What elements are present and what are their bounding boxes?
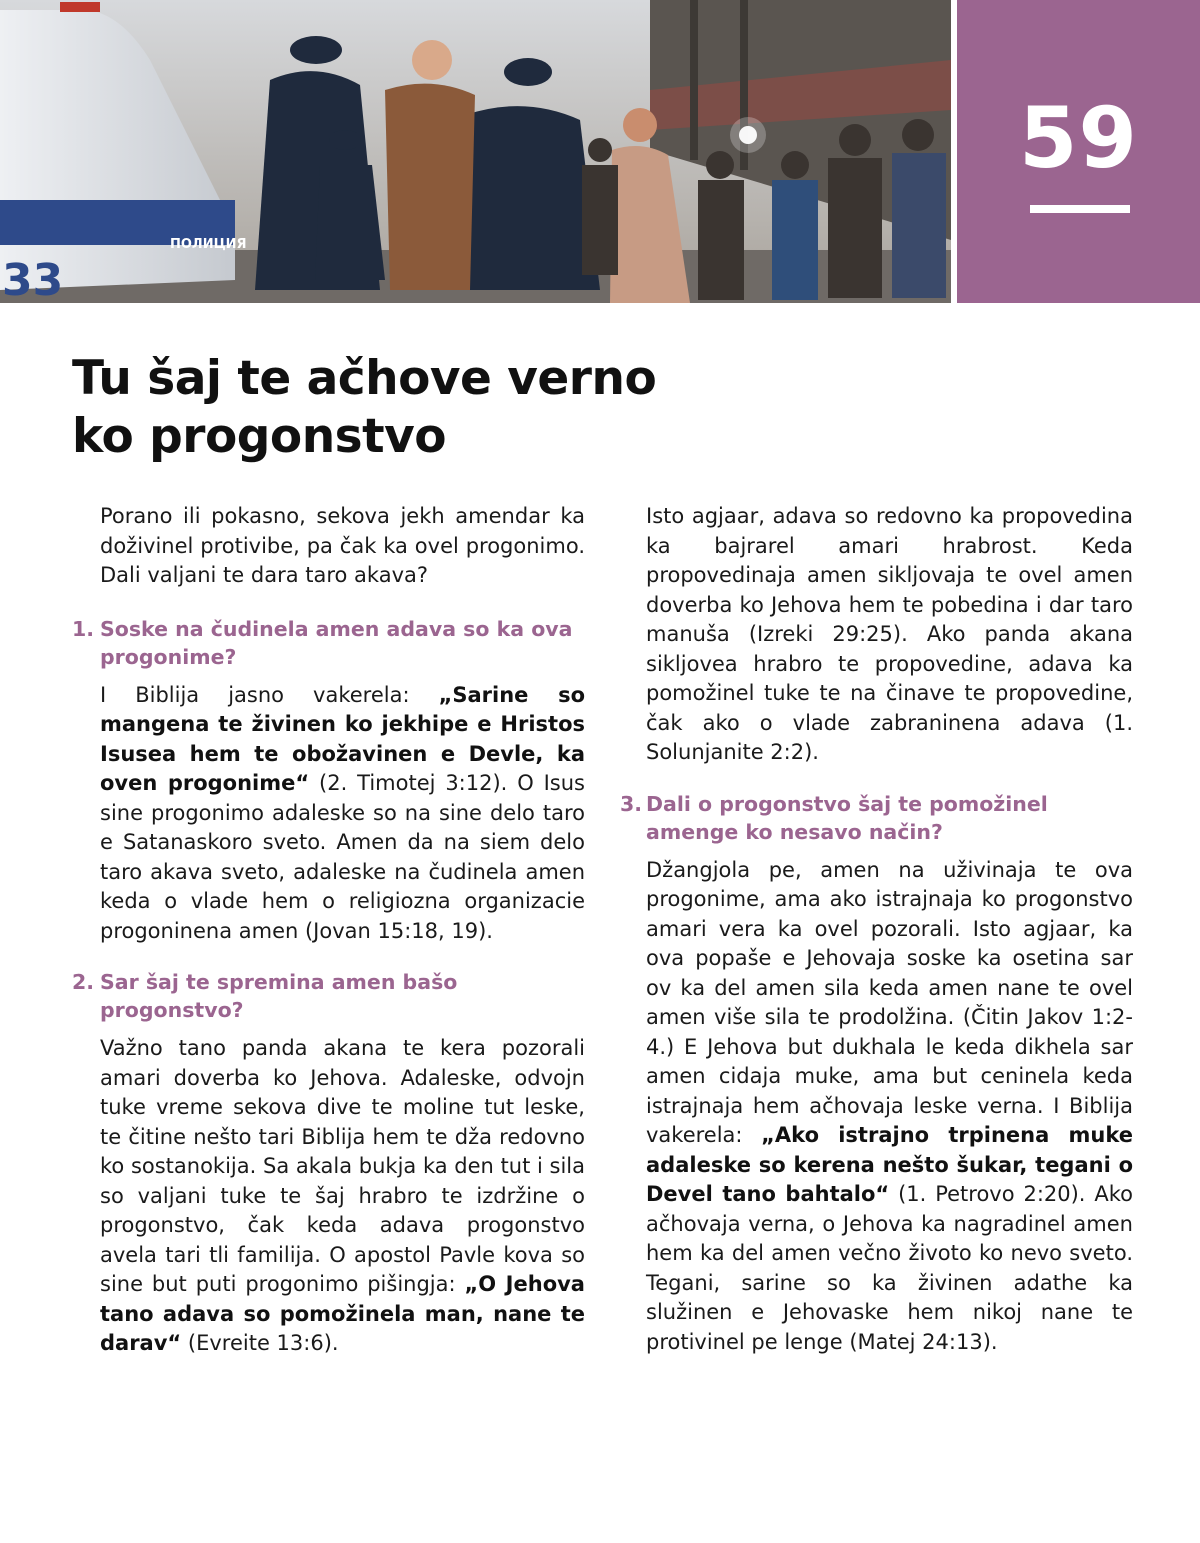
question-2-text: Sar šaj te spremina amen bašo progonstvo? [100, 970, 458, 1022]
page-title [72, 350, 692, 466]
lesson-number-underline [1030, 205, 1130, 213]
question-2-number: 2. [72, 970, 95, 994]
answer-3-text-b: (1. Petrovo 2:20). Ako ačhovaja verna, o Jehova ka nagradinel amen hem ka del amen večno životo ko nevo sveto. Tegani, sarine so ka živinen adathe ka služinen e Jehovaske hem nikoj nane te protivinel pe lenge (Matej 24:13). [646, 1182, 1133, 1354]
intro-paragraph: Porano ili pokasno, sekova jekh amendar ka doživinel protivibe, pa čak ka ovel progonimo. Dali valjani te dara taro akava? [100, 504, 585, 587]
answer-2-text-a: Važno tano panda akana te kera pozorali amari doverba ko Jehova. Adaleske, odvojn tuke vreme sekova dive te moline tut leske, te čitine nešto tari Biblija hem te dža redovno ko sostanokija. Sa akala bukja ka den tut i sila so valjani tuke te šaj hrabro te izdržine o progonstvo, čak keda adava progonstvo avela tari tli familija. O apostol Pavle kova so sine but puti progonimo pišingja: [100, 1036, 585, 1296]
answer-3-quote: „Ako istrajno trpinena muke adaleske so kerena nešto šukar, tegani o Devel tano bahtalo“ [646, 1123, 1133, 1206]
hero-illustration [0, 0, 951, 303]
title-line-1: Tu šaj te ačhove verno [72, 351, 657, 406]
answer-1 [72, 681, 585, 947]
left-column [72, 502, 585, 1359]
answer-1-quote: „Sarine so mangena te živinen ko jekhipe e Hristos Isusea hem te obožavinen e Devle, ka oven progonime“ [100, 682, 585, 795]
title-line-2: ko progonstvo [72, 409, 447, 464]
van-number: 33 [2, 255, 64, 303]
answer-3-text-a: Džangjola pe, amen na uživinaja te ova progonime, ama ako istrajnaja ko progonstvo amari vera ka ovel pozorali. Isto agjaar, ka ova popaše e Jehovaja soske ka osetina sar ov ka del amen sila keda amen nane te ovel amen više sila te prodolžina. (Čitin Jakov 1:2-4.) E Jehova but dukhala le keda dikhela sar amen cidaja muke, ama but ceninela keda istrajnaja hem ačhovaja leske verna. I Biblija vakerela: [646, 857, 1133, 1147]
right-column [620, 502, 1133, 1357]
answer-1-text-b: (2. Timotej 3:12). O Isus sine progonimo adaleske so na sine delo taro e Satanaskoro sveto. Amen da na siem delo taro akava sveto, adaleske na čudinela amen keda o vlade hem o religiozna organizacie progoninena amen (Jovan 15:18, 19). [100, 771, 585, 943]
hero-photo [0, 0, 951, 303]
question-1-number: 1. [72, 616, 95, 641]
question-3 [620, 790, 1133, 846]
question-1-text: Soske na čudinela amen adava so ka ova progonime? [100, 616, 573, 669]
answer-3 [620, 856, 1133, 1358]
van-label: ПОЛИЦИЯ [170, 237, 247, 252]
question-2 [72, 968, 585, 1024]
answer-2-text-b: (Evreite 13:6). [181, 1331, 339, 1355]
answer-2-continued: Isto agjaar, adava so redovno ka propovedina ka bajrarel amari hrabrost. Keda propovedinaja amen sikljovaja te ovel amen doverba ko Jehova hem te pobedina i dar taro manuša (Izreki 29:25). Ako panda akana sikljovea hrabro te propovedine, adava ka pomožinel tuke te na činave te propovedine, čak ako o vlade zabraninena adava (1. Solunjanite 2:2). [646, 504, 1133, 764]
answer-1-text-a: I Biblija jasno vakerela: [100, 682, 439, 707]
lesson-number: 59 [1019, 89, 1138, 187]
answer-2-quote: „O Jehova tano adava so pomožinela man, nane te darav“ [100, 1272, 585, 1355]
question-3-number: 3. [620, 791, 643, 816]
question-3-text: Dali o progonstvo šaj te pomožinel amenge ko nesavo način? [646, 791, 1048, 844]
question-1 [72, 615, 585, 671]
answer-2 [72, 1034, 585, 1359]
lesson-badge [957, 0, 1200, 303]
